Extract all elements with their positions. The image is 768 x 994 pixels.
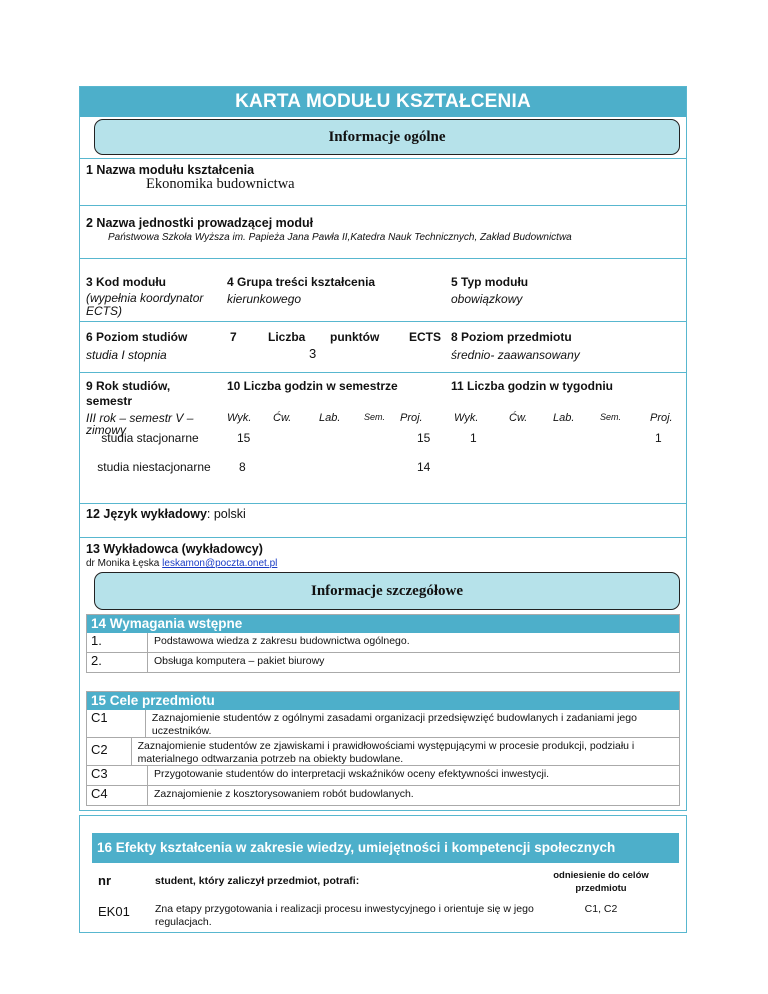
- general-info-heading: Informacje ogólne: [94, 119, 680, 155]
- semester-hours-label: 10 Liczba godzin w semestrze: [227, 379, 398, 393]
- year-value: III rok – semestr V – zimowy: [86, 411, 194, 437]
- lecturer-email-link[interactable]: leskamon@poczta.onet.pl: [162, 558, 278, 569]
- goal-num: C2: [87, 738, 132, 765]
- row-extramural-label: studia niestacjonarne: [97, 460, 211, 474]
- goal-text: Zaznajomienie studentów z ogólnymi zasadami organizacji przedsięwzięć budowlanych i zadaniami jego uczestników.: [151, 712, 637, 737]
- table-row: [87, 766, 679, 786]
- table-row: [87, 738, 679, 766]
- col-sem-proj: Proj.: [400, 412, 423, 424]
- lecturer-name: dr Monika Łęska: [86, 558, 160, 569]
- type-value: obowiązkowy: [451, 292, 523, 306]
- stationary-sem-wyk: 15: [237, 431, 251, 445]
- goal-text: Zaznajomienie z kosztorysowaniem robót budowlanych.: [154, 788, 414, 800]
- requirements-heading: 14 Wymagania wstępne: [87, 615, 679, 633]
- row-stationary-label: studia stacjonarne: [101, 431, 199, 445]
- row-hours: [80, 372, 686, 503]
- ects-value: 3: [309, 346, 317, 361]
- req-num: 1.: [87, 633, 148, 652]
- table-row: [87, 786, 679, 805]
- code-note: (wypełnia koordynator ECTS): [86, 291, 204, 318]
- row-level-ects: [80, 321, 686, 372]
- goal-num: C4: [87, 786, 148, 805]
- lecturer-label: 13 Wykładowca (wykładowcy): [86, 542, 263, 556]
- stationary-week-proj: 1: [655, 431, 662, 445]
- outcome-ref: C1, C2: [584, 903, 618, 915]
- outcomes-col-student: student, który zaliczył przedmiot, potrafi:: [155, 875, 360, 887]
- weekly-hours-label: 11 Liczba godzin w tygodniu: [451, 379, 614, 393]
- outcomes-col-nr: nr: [98, 873, 111, 888]
- outcome-num: EK01: [98, 904, 130, 919]
- outcomes-heading: 16 Efekty kształcenia w zakresie wiedzy, umiejętności i kompetencji społecznych: [92, 833, 679, 863]
- col-week-wyk: Wyk.: [454, 412, 479, 424]
- outcomes-panel: [79, 815, 687, 933]
- col-sem-cw: Ćw.: [273, 412, 292, 424]
- language-label: 12 Język wykładowy: [86, 507, 207, 521]
- goal-num: C3: [87, 766, 148, 785]
- page-title: KARTA MODUŁU KSZTAŁCENIA: [80, 87, 686, 117]
- table-row: [87, 710, 679, 738]
- outcome-text: Zna etapy przygotowania i realizacji procesu inwestycyjnego i orientuje się w jego regulacjach.: [155, 903, 534, 928]
- col-sem-wyk: Wyk.: [227, 412, 252, 424]
- table-row: [87, 633, 679, 653]
- section-unit: [80, 205, 686, 258]
- group-label: 4 Grupa treści kształcenia: [227, 275, 376, 289]
- section-language: [80, 503, 686, 537]
- goal-text: Zaznajomienie studentów ze zjawiskami i prawidłowościami występującymi w procesie produkcji, podziału i materialnego odtwarzania potrzeb na obiekty budowlane.: [137, 740, 635, 765]
- module-name-label: 1 Nazwa modułu kształcenia: [86, 163, 255, 177]
- requirements-table: [86, 614, 680, 673]
- col-week-lab: Lab.: [553, 412, 575, 424]
- stationary-week-wyk: 1: [470, 431, 477, 445]
- study-level-label: 6 Poziom studiów: [86, 330, 188, 344]
- year-label: 9 Rok studiów, semestr: [86, 379, 171, 408]
- extramural-sem-proj: 14: [417, 460, 431, 474]
- col-week-cw: Ćw.: [509, 412, 528, 424]
- type-label: 5 Typ modułu: [451, 275, 529, 289]
- col-sem-sem: Sem.: [364, 412, 386, 422]
- module-name-value: Ekonomika budownictwa: [146, 176, 295, 192]
- module-card: [79, 86, 687, 933]
- goals-table: [86, 691, 680, 806]
- code-label: 3 Kod modułu: [86, 275, 166, 289]
- ects-word3: ECTS: [409, 330, 442, 344]
- unit-value: Państwowa Szkoła Wyższa im. Papieża Jana Pawła II,Katedra Nauk Technicznych, Zakład Budownictwa: [108, 232, 572, 243]
- ects-word2: punktów: [330, 330, 380, 344]
- study-level-value: studia I stopnia: [86, 348, 167, 362]
- goal-num: C1: [87, 710, 146, 737]
- language-value: : polski: [206, 507, 246, 521]
- outcomes-col-ref: odniesienie do celów przedmiotu: [553, 870, 649, 894]
- col-week-proj: Proj.: [650, 412, 673, 424]
- unit-label: 2 Nazwa jednostki prowadzącej moduł: [86, 216, 314, 230]
- subject-level-value: średnio- zaawansowany: [451, 348, 580, 362]
- req-text: Podstawowa wiedza z zakresu budownictwa ogólnego.: [154, 635, 410, 647]
- col-sem-lab: Lab.: [319, 412, 341, 424]
- row-code-group-type: [80, 258, 686, 321]
- col-week-sem: Sem.: [600, 412, 622, 422]
- goals-heading: 15 Cele przedmiotu: [87, 692, 679, 710]
- req-text: Obsługa komputera – pakiet biurowy: [154, 655, 325, 667]
- table-row: [87, 653, 679, 672]
- ects-number: 7: [230, 330, 237, 344]
- section-module-name: [80, 158, 686, 205]
- extramural-sem-wyk: 8: [239, 460, 246, 474]
- req-num: 2.: [87, 653, 148, 672]
- general-info-panel: [79, 86, 687, 811]
- stationary-sem-proj: 15: [417, 431, 431, 445]
- subject-level-label: 8 Poziom przedmiotu: [451, 330, 572, 344]
- detail-info-heading: Informacje szczegółowe: [94, 572, 680, 610]
- group-value: kierunkowego: [227, 292, 302, 306]
- goal-text: Przygotowanie studentów do interpretacji wskaźników oceny efektywności inwestycji.: [154, 768, 550, 780]
- ects-word1: Liczba: [268, 330, 306, 344]
